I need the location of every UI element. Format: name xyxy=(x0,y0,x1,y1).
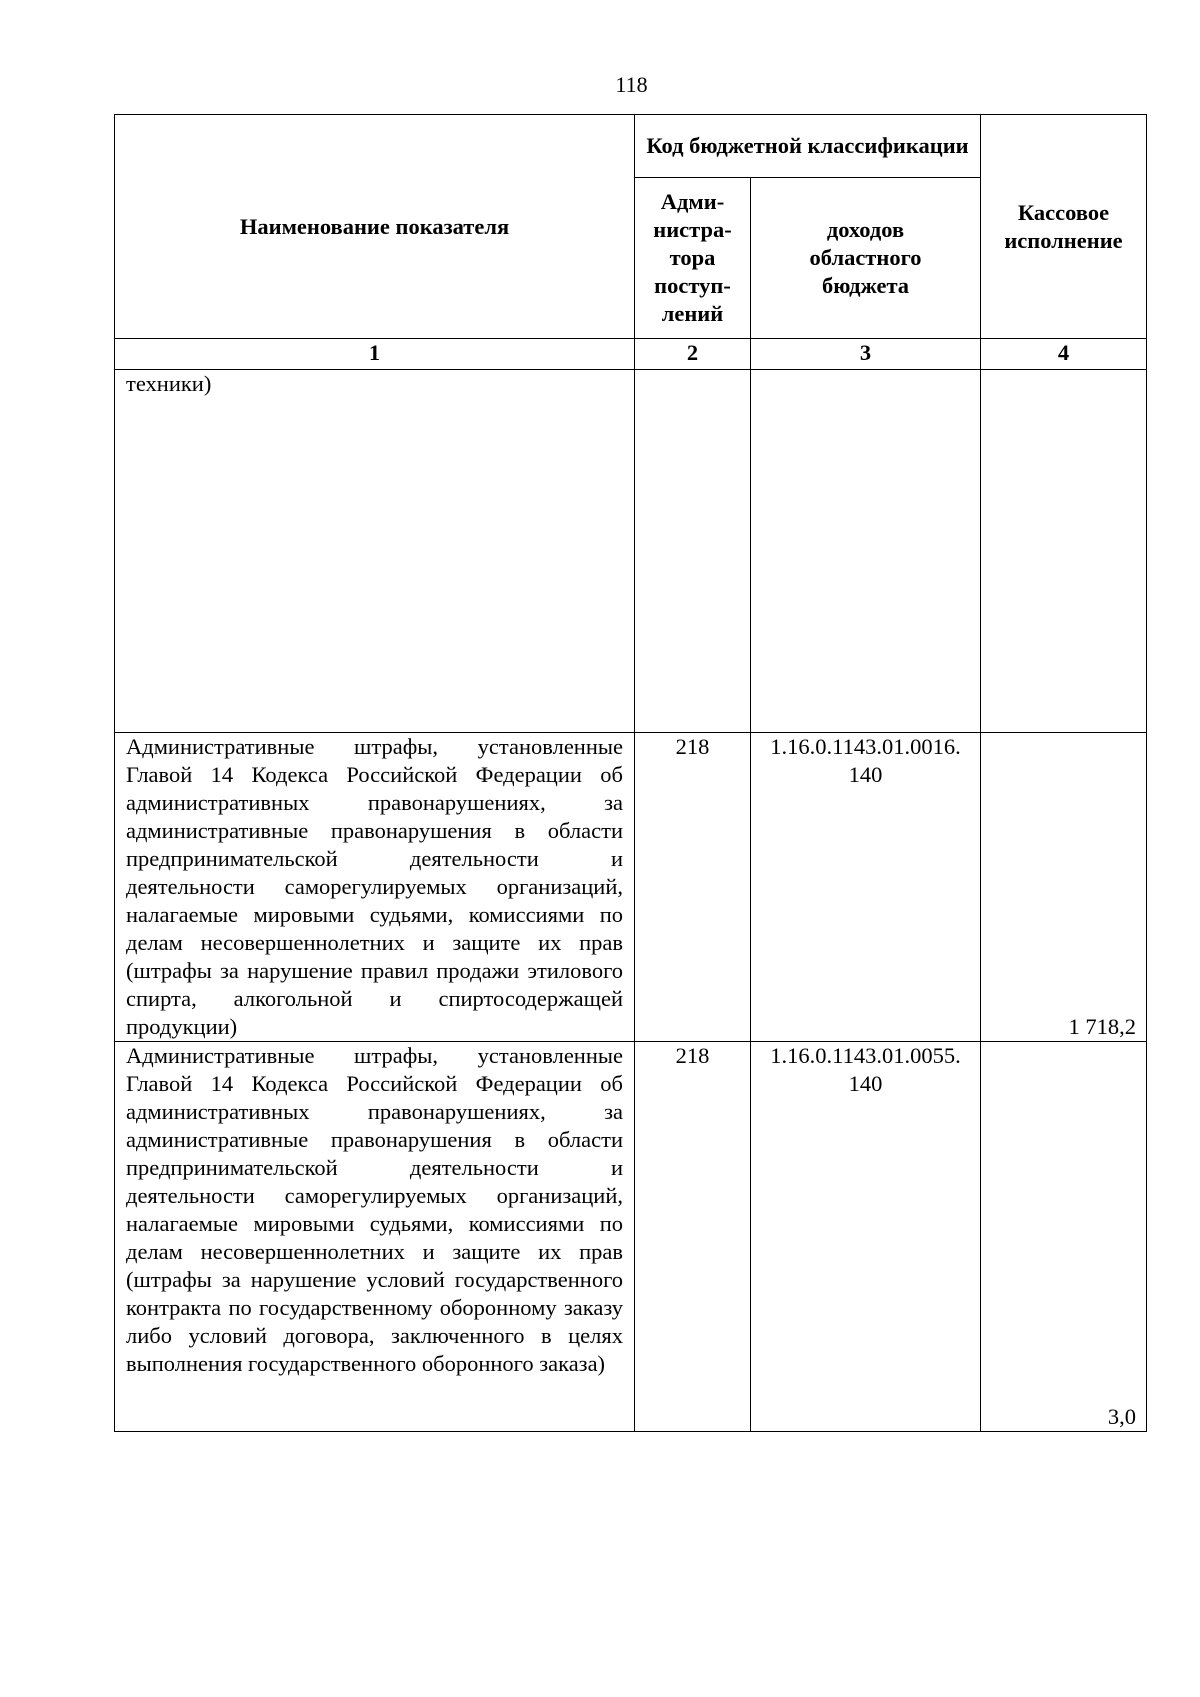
header-execution-col xyxy=(981,115,1147,339)
row-name: техники) xyxy=(115,370,635,733)
header-name-col: Наименование показателя xyxy=(115,115,635,339)
row-amount: 1 718,2 xyxy=(981,733,1147,1042)
header-admin-line: Адми- xyxy=(660,189,725,214)
header-code-group: Код бюджетной классификации xyxy=(635,115,981,178)
row-income-code-line: 140 xyxy=(848,762,883,787)
row-name: Административные штрафы, установленные Главой 14 Кодекса Российской Федерации об административных правонарушениях, за административные правонарушения в области предпринимательской деятельности и деятельности саморегулируемых организаций, налагаемые мировыми судьями, комиссиями по делам несовершеннолетних и защите их прав (штрафы за нарушение правил продажи этилового спирта, алкогольной и спиртосодержащей продукции) xyxy=(115,733,635,1042)
table-row xyxy=(115,733,1147,1042)
column-number-row xyxy=(115,339,1147,370)
header-admin-col xyxy=(635,178,751,339)
row-income-code xyxy=(751,733,981,1042)
budget-table xyxy=(114,114,1147,1432)
column-number: 4 xyxy=(981,339,1147,370)
header-row-1 xyxy=(115,115,1147,178)
table-row xyxy=(115,1042,1147,1432)
row-amount: 3,0 xyxy=(981,1042,1147,1432)
header-income-col xyxy=(751,178,981,339)
row-income-code xyxy=(751,1042,981,1432)
row-income-code-line: 140 xyxy=(848,1071,883,1096)
column-number: 2 xyxy=(635,339,751,370)
row-name: Административные штрафы, установленные Главой 14 Кодекса Российской Федерации об административных правонарушениях, за административные правонарушения в области предпринимательской деятельности и деятельности саморегулируемых организаций, налагаемые мировыми судьями, комиссиями по делам несовершеннолетних и защите их прав (штрафы за нарушение условий государственного контракта по государственному оборонному заказу либо условий договора, заключенного в целях выполнения государственного оборонного заказа) xyxy=(115,1042,635,1432)
row-income-code-line: 1.16.0.1143.01.0016. xyxy=(770,734,961,759)
row-income-code-line: 1.16.0.1143.01.0055. xyxy=(770,1043,961,1068)
header-admin-line: тора xyxy=(669,245,716,270)
row-admin-code xyxy=(635,370,751,733)
header-execution-line: исполнение xyxy=(1004,227,1123,253)
row-admin-code: 218 xyxy=(635,1042,751,1432)
row-income-code xyxy=(751,370,981,733)
row-amount xyxy=(981,370,1147,733)
header-execution-line: Кассовое xyxy=(1017,199,1110,225)
row-admin-code: 218 xyxy=(635,733,751,1042)
column-number: 1 xyxy=(115,339,635,370)
header-admin-line: нистра- xyxy=(653,217,732,242)
header-income-line: доходов xyxy=(826,217,905,242)
header-admin-line: лений xyxy=(661,301,724,326)
header-income-line: бюджета xyxy=(821,273,910,298)
header-income-line: областного xyxy=(809,245,922,270)
page-number: 118 xyxy=(615,72,648,97)
column-number: 3 xyxy=(751,339,981,370)
table-row xyxy=(115,370,1147,733)
header-admin-line: поступ- xyxy=(654,273,731,298)
